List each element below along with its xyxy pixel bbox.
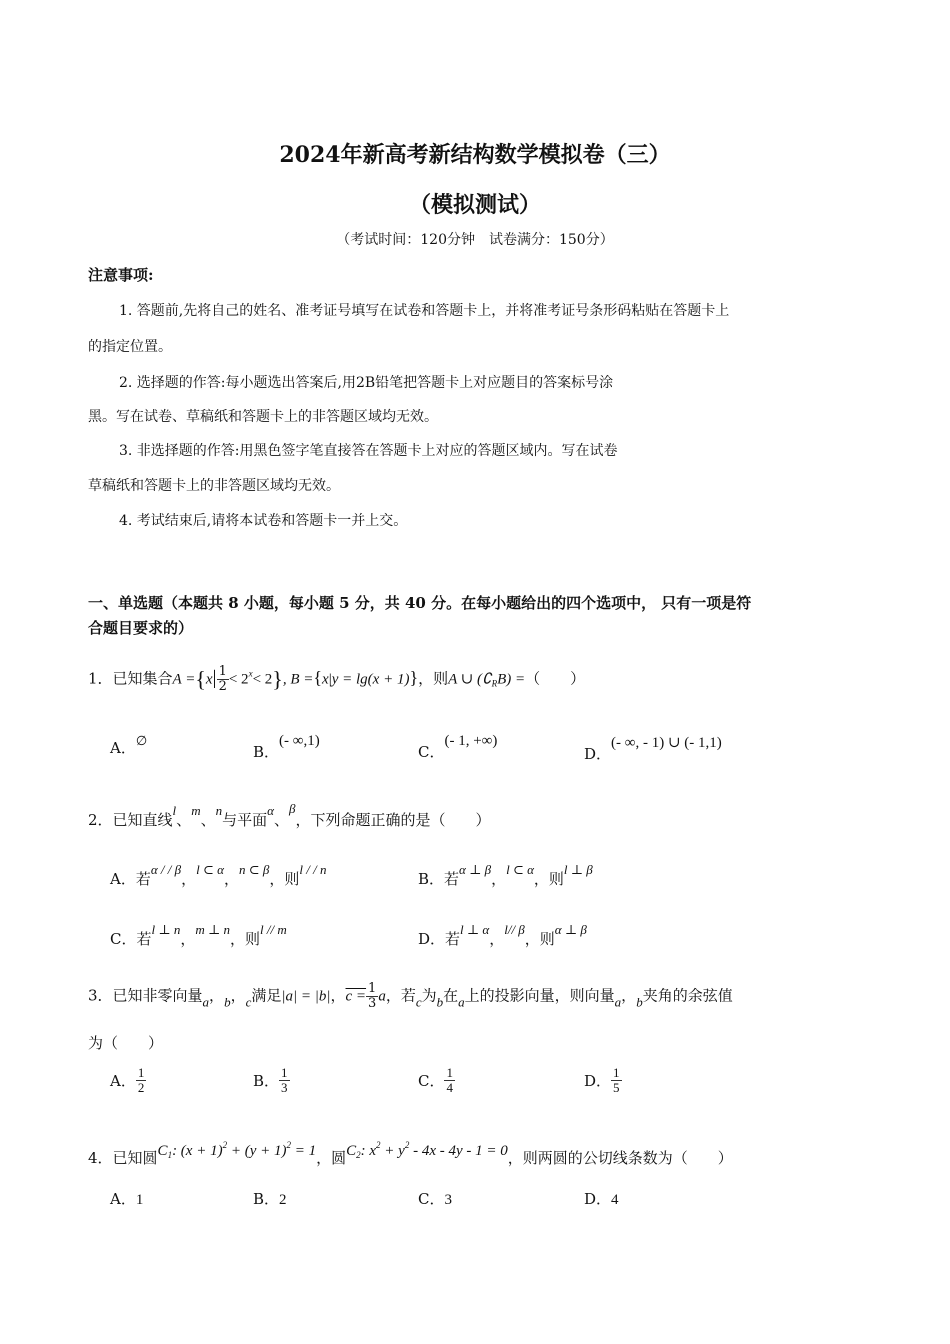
- q3-option-a: A． $\frac{1}{2}$: [110, 1065, 145, 1095]
- note-3-line-2: 草稿纸和答题卡上的非答题区域均无效。: [88, 478, 340, 494]
- question-1: 1．已知集合A ={x| $\frac{1}{2}$ < $2^x< 2$}, B ={x|y = lg(x + 1)}，则A ∪ $(∁_RB)$ =（ ）: [88, 664, 586, 694]
- q4-option-d: D．4: [584, 1190, 619, 1208]
- note-1-line-2: 的指定位置。: [88, 339, 172, 355]
- q3-fraction: $\frac{1}{3}$: [368, 981, 377, 1011]
- note-3-line-1: 3. 非选择题的作答:用黑色签字笔直接答在答题卡上对应的答题区域内。写在试卷: [119, 443, 618, 459]
- q1-option-c: C．(- 1, +∞): [418, 733, 498, 761]
- q1-expression: A ∪ (∁: [448, 671, 492, 688]
- question-2: 2．已知直线l、m、n与平面α、β，下列命题正确的是（ ）: [88, 801, 491, 829]
- q4-circle-1: $C_1$: $(x + 1)^2 + (y + 1)^2 = 1$: [157, 1140, 317, 1160]
- q4-option-b: B．2: [253, 1190, 287, 1208]
- q4-circle-2: $C_2$: $x^2 + y^2 - 4x - 4y - 1 = 0$: [346, 1140, 508, 1160]
- q1-option-a: A．∅: [110, 733, 148, 757]
- question-4: 4．已知圆$C_1$: $(x + 1)^2 + (y + 1)^2 = 1$，圆$C_2$: $x^2 + y^2 - 4x - 4y - 1 = 0$，则两圆的公切线条数为（ ）: [88, 1140, 733, 1167]
- q1-set-b: , B =: [282, 671, 314, 688]
- notes-heading: 注意事项:: [88, 266, 154, 284]
- page-subtitle: （模拟测试）: [408, 192, 541, 218]
- note-2-line-2: 黑。写在试卷、草稿纸和答题卡上的非答题区域均无效。: [88, 409, 438, 425]
- q1-option-b: B．(- ∞,1): [253, 733, 320, 761]
- q2-option-a: A．若α / / β，l ⊂ α，n ⊂ β，则l / / n: [110, 862, 327, 888]
- q2-option-d: D．若l ⊥ α，l// β，则α ⊥ β: [418, 922, 587, 948]
- q3-abs-equal: |a| = |b|: [281, 988, 331, 1005]
- q1-fraction: $\frac{1}{2}$: [218, 664, 227, 694]
- q3-option-d: D． $\frac{1}{5}$: [584, 1065, 620, 1095]
- note-4: 4. 考试结束后,请将本试卷和答题卡一并上交。: [119, 513, 408, 529]
- q4-option-c: C．3: [418, 1190, 452, 1208]
- section-1-heading-line-1: 一、单选题（本题共 8 小题，每小题 5 分，共 40 分。在每小题给出的四个选项中， 只有一项是符: [88, 594, 752, 612]
- q3-option-b: B． $\frac{1}{3}$: [253, 1065, 288, 1095]
- note-2-line-1: 2. 选择题的作答:每小题选出答案后,用2B铅笔把答题卡上对应题目的答案标号涂: [119, 375, 614, 391]
- page-title: 2024年新高考新结构数学模拟卷（三）: [279, 142, 671, 168]
- note-1-line-1: 1. 答题前,先将自己的姓名、准考证号填写在试卷和答题卡上，并将准考证号条形码粘贴在答题卡上: [119, 303, 730, 319]
- q3-line-2: 为（ ）: [88, 1034, 164, 1052]
- q1-answer-paren: （ ）: [525, 669, 586, 688]
- q1-set-a-x: x: [205, 671, 213, 688]
- exam-info: （考试时间：120分钟 试卷满分：150分）: [336, 232, 614, 248]
- q1-set-a: A =: [172, 671, 196, 688]
- q2-option-c: C．若l ⊥ n，m ⊥ n，则l // m: [110, 922, 287, 948]
- section-1-heading-line-2: 合题目要求的）: [88, 619, 194, 637]
- q1-prefix: 1．已知集合: [88, 669, 173, 688]
- q1-option-d: D．(- ∞, - 1) ∪ (- 1,1): [584, 735, 722, 763]
- q2-option-b: B．若α ⊥ β，l ⊂ α，则l ⊥ β: [418, 862, 593, 888]
- q1-set-b-body: y = lg(x + 1): [331, 671, 410, 688]
- question-3: 3．已知非零向量a，b，c满足|a| = |b|，c = $\frac{1}{3}$ a，若c为b在a上的投影向量，则向量a，b夹角的余弦值: [88, 981, 733, 1011]
- q3-option-c: C． $\frac{1}{4}$: [418, 1065, 453, 1095]
- q4-option-a: A．1: [110, 1190, 144, 1208]
